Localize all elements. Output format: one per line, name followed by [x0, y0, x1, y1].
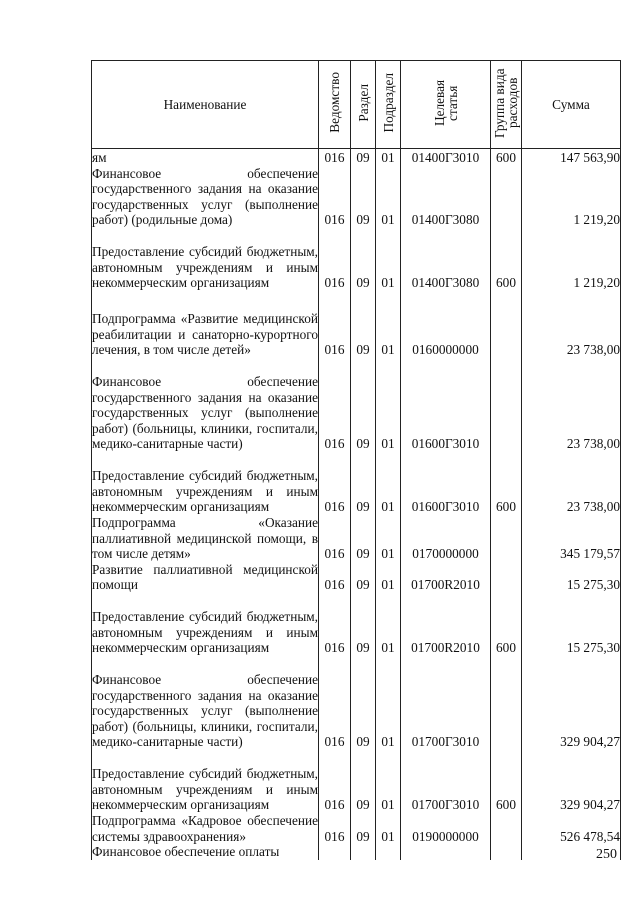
table-header-row: [92, 61, 621, 149]
budget-table: [91, 60, 621, 860]
row-podrazdel-cell: 01: [376, 228, 401, 291]
row-gruppa-cell: [491, 656, 522, 750]
row-name-cell: Подпрограмма «Оказание паллиативной медицинской помощи, в том числе детям»: [92, 515, 318, 562]
row-vedomstvo-cell: 016: [319, 452, 351, 515]
row-razdel-cell: [351, 844, 376, 860]
row-podrazdel-cell: 01: [376, 166, 401, 228]
row-vedomstvo-cell: 016: [319, 562, 351, 593]
row-gruppa-cell: 600: [491, 593, 522, 656]
row-summa-cell: 1 219,20: [522, 228, 621, 291]
row-vedomstvo-cell: [319, 844, 351, 860]
row-celevaya-statya-cell: 01700Г3010: [401, 656, 491, 750]
row-razdel-cell: 09: [351, 452, 376, 515]
row-celevaya-statya-cell: 01400Г3010: [401, 149, 491, 166]
row-vedomstvo-cell: 016: [319, 593, 351, 656]
table-row: [92, 813, 621, 844]
table-row: [92, 515, 621, 562]
table-row: [92, 750, 621, 813]
page-number: 250: [596, 847, 617, 862]
row-summa-cell: 15 275,30: [522, 593, 621, 656]
table-row: [92, 562, 621, 593]
row-podrazdel-cell: 01: [376, 750, 401, 813]
row-gruppa-cell: [491, 813, 522, 844]
row-podrazdel-cell: 01: [376, 562, 401, 593]
row-summa-cell: 147 563,90: [522, 149, 621, 166]
row-razdel-cell: 09: [351, 750, 376, 813]
row-gruppa-cell: [491, 562, 522, 593]
row-summa-cell: 345 179,57: [522, 515, 621, 562]
row-razdel-cell: 09: [351, 813, 376, 844]
row-summa-cell: 329 904,27: [522, 656, 621, 750]
table-row: [92, 593, 621, 656]
row-podrazdel-cell: 01: [376, 813, 401, 844]
row-celevaya-statya-cell: 01400Г3080: [401, 228, 491, 291]
row-summa-cell: 526 478,54: [522, 813, 621, 844]
row-summa-cell: 15 275,30: [522, 562, 621, 593]
row-vedomstvo-cell: 016: [319, 291, 351, 358]
header-vedomstvo: Ведомство: [319, 61, 351, 149]
row-razdel-cell: 09: [351, 358, 376, 452]
row-vedomstvo-cell: 016: [319, 358, 351, 452]
row-name-cell: Развитие паллиативной медицинской помощи: [92, 561, 318, 593]
table-row: [92, 291, 621, 358]
row-name-cell: Финансовое обеспечение оплаты: [92, 844, 319, 860]
row-razdel-cell: 09: [351, 593, 376, 656]
row-celevaya-statya-cell: 01600Г3010: [401, 358, 491, 452]
row-summa-cell: 23 738,00: [522, 291, 621, 358]
row-vedomstvo-cell: 016: [319, 813, 351, 844]
table-row: [92, 844, 621, 860]
header-celevaya-statya: Целевая статья: [401, 61, 491, 149]
row-podrazdel-cell: 01: [376, 515, 401, 562]
row-summa-cell: 23 738,00: [522, 452, 621, 515]
row-gruppa-cell: 600: [491, 149, 522, 166]
row-name-cell: Предоставление субсидий бюджетным, автономным учреждениям и иным некоммерческим организациям: [92, 750, 319, 813]
table-row: [92, 452, 621, 515]
row-celevaya-statya-cell: 0170000000: [401, 515, 491, 562]
row-razdel-cell: 09: [351, 149, 376, 166]
row-name-cell: Предоставление субсидий бюджетным, автономным учреждениям и иным некоммерческим организациям: [92, 593, 319, 656]
row-gruppa-cell: [491, 358, 522, 452]
row-celevaya-statya-cell: 01700R2010: [401, 562, 491, 593]
row-podrazdel-cell: 01: [376, 593, 401, 656]
row-celevaya-statya-cell: 01700Г3010: [401, 750, 491, 813]
row-vedomstvo-cell: 016: [319, 515, 351, 562]
header-razdel: Раздел: [351, 61, 376, 149]
row-name-cell: Подпрограмма «Кадровое обеспечение системы здравоохранения»: [92, 813, 318, 844]
row-razdel-cell: 09: [351, 291, 376, 358]
row-celevaya-statya-cell: 0160000000: [401, 291, 491, 358]
table-row: [92, 656, 621, 750]
table-row: [92, 149, 621, 166]
row-name-cell: Предоставление субсидий бюджетным, автономным учреждениям и иным некоммерческим организациям: [92, 452, 319, 515]
header-podrazdel: Подраздел: [376, 61, 401, 149]
row-vedomstvo-cell: 016: [319, 750, 351, 813]
row-podrazdel-cell: 01: [376, 452, 401, 515]
row-gruppa-cell: 600: [491, 750, 522, 813]
row-gruppa-cell: 600: [491, 228, 522, 291]
row-name-cell: ям: [92, 149, 319, 166]
row-razdel-cell: 09: [351, 656, 376, 750]
row-celevaya-statya-cell: 01400Г3080: [401, 166, 491, 228]
row-celevaya-statya-cell: 0190000000: [401, 813, 491, 844]
row-celevaya-statya-cell: 01700R2010: [401, 593, 491, 656]
row-gruppa-cell: 600: [491, 452, 522, 515]
row-podrazdel-cell: [376, 844, 401, 860]
row-podrazdel-cell: 01: [376, 358, 401, 452]
row-vedomstvo-cell: 016: [319, 656, 351, 750]
row-gruppa-cell: [491, 166, 522, 228]
row-gruppa-cell: [491, 844, 522, 860]
row-name-cell: Финансовое обеспечение государственного задания на оказание государственных услуг (выполнение работ) (родильные дома): [92, 165, 318, 228]
row-vedomstvo-cell: 016: [319, 149, 351, 166]
row-gruppa-cell: [491, 515, 522, 562]
row-name-cell: Финансовое обеспечение государственного задания на оказание государственных услуг (выполнение работ) (больницы, клиники, госпитали, медико-санитарные части): [92, 656, 319, 750]
row-celevaya-statya-cell: 01600Г3010: [401, 452, 491, 515]
row-summa-cell: 1 219,20: [522, 166, 621, 228]
row-vedomstvo-cell: 016: [319, 228, 351, 291]
row-gruppa-cell: [491, 291, 522, 358]
row-name-cell: Предоставление субсидий бюджетным, автономным учреждениям и иным некоммерческим организациям: [92, 228, 319, 291]
row-podrazdel-cell: 01: [376, 149, 401, 166]
row-summa-cell: 329 904,27: [522, 750, 621, 813]
row-razdel-cell: 09: [351, 166, 376, 228]
table-row: [92, 228, 621, 291]
row-vedomstvo-cell: 016: [319, 166, 351, 228]
row-name-cell: Подпрограмма «Развитие медицинской реабилитации и санаторно-курортного лечения, в том числе детей»: [92, 291, 319, 358]
table-row: [92, 358, 621, 452]
row-podrazdel-cell: 01: [376, 291, 401, 358]
row-razdel-cell: 09: [351, 515, 376, 562]
row-name-cell: Финансовое обеспечение государственного задания на оказание государственных услуг (выполнение работ) (больницы, клиники, госпитали, медико-санитарные части): [92, 358, 319, 452]
header-summa: Сумма: [522, 61, 621, 149]
table-row: [92, 166, 621, 228]
header-gruppa-vida-rashodov: Группа вида расходов: [491, 61, 522, 149]
header-name: Наименование: [92, 61, 319, 149]
row-podrazdel-cell: 01: [376, 656, 401, 750]
row-razdel-cell: 09: [351, 228, 376, 291]
row-summa-cell: 23 738,00: [522, 358, 621, 452]
row-razdel-cell: 09: [351, 562, 376, 593]
row-celevaya-statya-cell: [401, 844, 491, 860]
